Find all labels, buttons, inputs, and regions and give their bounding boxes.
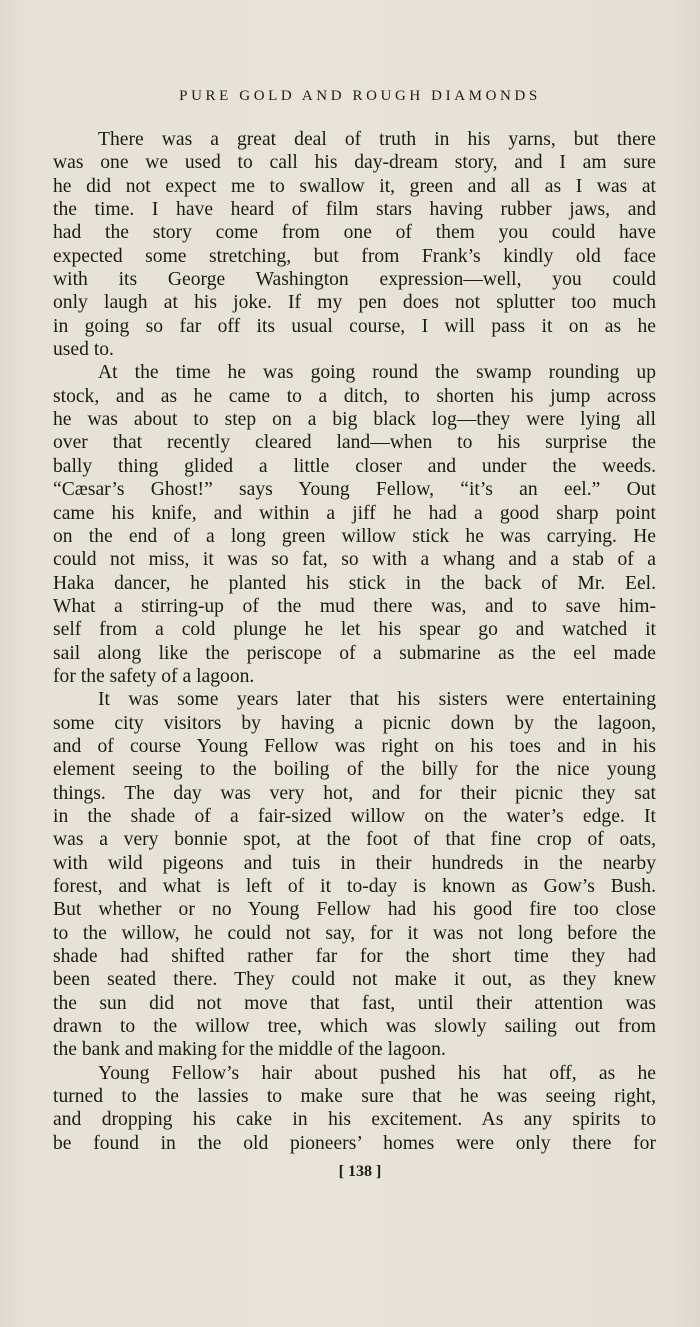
text-line: only laugh at his joke. If my pen does not splutter too much — [53, 292, 656, 314]
text-line: with wild pigeons and tuis in their hundreds in the nearby — [53, 852, 656, 874]
text-line: What a stirring-up of the mud there was, and to save him- — [53, 595, 656, 617]
text-line: some city visitors by having a picnic down by the lagoon, — [53, 712, 656, 734]
paragraph — [53, 361, 656, 688]
text-line: used to. — [53, 339, 114, 361]
body-text — [53, 128, 656, 1155]
text-line: and dropping his cake in his excitement. As any spirits to — [53, 1109, 656, 1131]
text-line: been seated there. They could not make it out, as they knew — [53, 969, 656, 991]
text-line: drawn to the willow tree, which was slowly sailing out from — [53, 1016, 656, 1038]
text-line: forest, and what is left of it to-day is known as Gow’s Bush. — [53, 876, 656, 897]
text-line: sail along like the periscope of a submarine as the eel made — [53, 642, 656, 664]
text-line: with its George Washington expression—well, you could — [53, 269, 656, 291]
text-line: to the willow, he could not say, for it was not long before the — [53, 922, 656, 944]
text-line: could not miss, it was so fat, so with a whang and a stab of a — [53, 549, 656, 571]
text-line: had the story come from one of them you could have — [53, 222, 656, 244]
text-line: stock, and as he came to a ditch, to shorten his jump across — [53, 385, 656, 407]
paragraph — [53, 688, 656, 1062]
text-line: in going so far off its usual course, I will pass it on as he — [53, 315, 656, 337]
text-line: bally thing glided a little closer and under the weeds. — [53, 455, 656, 477]
text-line: Young Fellow’s hair about pushed his hat off, as he — [98, 1062, 656, 1084]
text-line: the sun did not move that fast, until their attention was — [53, 992, 656, 1014]
text-line: the time. I have heard of film stars having rubber jaws, and — [53, 199, 656, 221]
text-line: over that recently cleared land—when to his surprise the — [53, 432, 656, 454]
text-line: self from a cold plunge he let his spear go and watched it — [53, 619, 656, 641]
text-line: the bank and making for the middle of the lagoon. — [53, 1039, 446, 1061]
text-line: he was about to step on a big black log—they were lying all — [53, 409, 656, 431]
text-line: was a very bonnie spot, at the foot of that fine crop of oats, — [53, 829, 656, 851]
text-line: turned to the lassies to make sure that he was seeing right, — [53, 1086, 656, 1108]
text-line: But whether or no Young Fellow had his good fire too close — [53, 899, 656, 921]
text-line: be found in the old pioneers’ homes were only there for — [53, 1132, 656, 1154]
text-line: shade had shifted rather far for the short time they had — [53, 946, 656, 968]
text-line: for the safety of a lagoon. — [53, 665, 255, 687]
text-line: things. The day was very hot, and for their picnic they sat — [53, 782, 656, 804]
text-line: expected some stretching, but from Frank’s kindly old face — [53, 245, 656, 267]
paragraph — [53, 1062, 656, 1155]
text-line: and of course Young Fellow was right on his toes and in his — [53, 735, 656, 757]
text-line: “Cæsar’s Ghost!” says Young Fellow, “it’s an eel.” Out — [53, 479, 656, 501]
text-line: Haka dancer, he planted his stick in the back of Mr. Eel. — [53, 572, 656, 594]
running-head: PURE GOLD AND ROUGH DIAMONDS — [179, 88, 541, 104]
text-line: There was a great deal of truth in his yarns, but there — [98, 129, 656, 150]
text-line: was one we used to call his day-dream story, and I am sure — [53, 152, 656, 174]
paragraph — [53, 128, 656, 361]
text-line: in the shade of a fair-sized willow on the water’s edge. It — [53, 805, 656, 827]
text-line: At the time he was going round the swamp rounding up — [98, 362, 656, 384]
text-line: on the end of a long green willow stick he was carrying. He — [53, 525, 656, 547]
text-line: he did not expect me to swallow it, green and all as I was at — [53, 175, 656, 197]
page-number: [ 138 ] — [338, 1163, 382, 1180]
text-line: It was some years later that his sisters were entertaining — [98, 689, 656, 711]
text-line: element seeing to the boiling of the billy for the nice young — [53, 759, 656, 781]
text-line: came his knife, and within a jiff he had a good sharp point — [53, 502, 656, 524]
